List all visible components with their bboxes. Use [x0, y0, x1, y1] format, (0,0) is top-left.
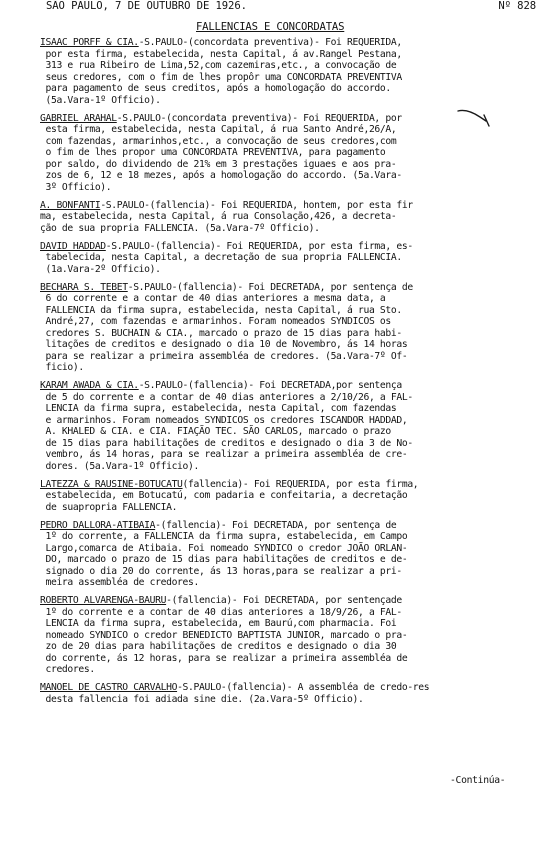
entry-roberto-alvarenga: [40, 595, 522, 676]
entry-party-name: MANOEL DE CASTRO CARVALHO: [40, 682, 178, 693]
entry-manoel-carvalho: [40, 682, 522, 705]
entry-party-name: ISAAC PORFF & CIA.: [40, 37, 139, 48]
entry-text: -S.PAULO-(fallencia)- Foi DECRETADA,por sentença de 5 do corrente e a contar de 40 dias anteriores a 2/10/26, a FAL- LENCIA da firma supra, estabelecida, nesta Capital, com fazendas e armarinhos. Foram nomeados SYNDICOS os credores ISCANDOR HADDAD, A. KHALED & CIA. e CIA. FIAÇÃO TEC. SÃO CARLOS, marcado o prazo de 15 dias para habilitações de creditos e designado o dia 3 de No- vembro, ás 14 horas, para se realizar a primeira assembléa de cre- dores. (5a.Vara-1º Officio).: [45, 380, 413, 472]
entry-text: -S.PAULO-(concordata preventiva)- Foi REQUERIDA, por esta firma, estabelecida, nesta Capital, á av.Rangel Pestana, 313 e rua Ribeiro de Lima,52,com cazemiras,etc., a convocação de seus credores, com o fim de lhes propôr uma CONCORDATA PREVENTIVA para pagamento de seus creditos, após a homologação do accordo. (5a.Vara-1º Officio).: [45, 37, 402, 106]
entry-pedro-dallora: [40, 520, 522, 589]
entry-party-name: A. BONFANTI: [40, 199, 101, 211]
entry-latezza-rausine: [40, 479, 522, 514]
entry-text: (fallencia)- Foi REQUERIDA, por esta firma, estabelecida, em Botucatú, com padaria e confeitaria, a decretação de suapropria FALLENCIA.: [45, 478, 419, 513]
entry-text: -S.PAULO-(concordata preventiva)- Foi REQUERIDA, por esta firma, estabelecida, nesta Capital, á rua Santo André,26/A, com fazendas, armarinhos,etc., a convocação de seus credores,com o fim de lhes propor uma CONCORDATA PREVENTIVA, para pagamento por saldo, do dividendo de 21% em 3 prestações iguaes e aos pra- zos de 6, 12 e 18 mezes, após a homologação do accordo. (5a.Vara- 3º Officio).: [45, 112, 402, 193]
entry-party-name: PEDRO DALLORA-ATIBAIA: [40, 519, 156, 531]
entry-gabriel-arahal: [40, 113, 522, 194]
continues-note: -Continúa-: [450, 775, 506, 786]
entry-text: -(fallencia)- Foi DECRETADA, por sentençade 1º do corrente e a contar de 40 dias anteriores a 18/9/26, a FAL- LENCIA da firma supra, estabelecida, em Baurú,com pharmacia. Foi nomeado SYNDICO o credor BENEDICTO BAPTISTA JUNIOR, marcado o pra- zo de 20 dias para habilitações de creditos e designado o dia 30 do corrente, ás 12 horas, para se realizar a primeira assembléa de credores.: [45, 595, 408, 675]
entry-bechara-tebet: [40, 282, 522, 374]
entry-karam-awada: [40, 380, 522, 472]
entry-text: -(fallencia)- Foi DECRETADA, por sentença de 1º do corrente, a FALLENCIA da firma supra, estabelecida, em Campo Largo,comarca de Atibaia. Foi nomeado SYNDICO o credor JOÃO ORLAN- DO, marcado o prazo de 15 dias para habilitações de creditos e de- signado o dia 20 do corrente, ás 13 horas,para se realizar a pri- meira assembléa de credores.: [45, 519, 408, 588]
entry-isaac-porff: [40, 37, 522, 106]
entry-party-name: DAVID HADDAD: [40, 240, 106, 252]
entry-text: -S.PAULO-(fallencia)- Foi REQUERIDA, por esta firma, es- tabelecida, nesta Capital, a decretação de sua propria FALLENCIA. (1a.Vara-2º Officio).: [45, 240, 413, 275]
entry-text: -S.PAULO-(fallencia)- A assembléa de credo-res desta fallencia foi adiada sine die. (2a.Vara-5º Officio).: [45, 682, 430, 705]
page-header: [46, 0, 536, 14]
issue-number: Nº 828: [498, 0, 536, 12]
section-title: FALLENCIAS E CONCORDATAS: [196, 21, 345, 33]
entry-party-name: ROBERTO ALVARENGA-BAURÚ: [40, 595, 167, 606]
entry-text: -S.PAULO-(fallencia)- Foi REQUERIDA, hontem, por esta fir ma, estabelecida, nesta Capital, á rua Consolação,426, a decreta- ção de sua propria FALLENCIA. (5a.Vara-7º Officio).: [40, 199, 413, 234]
entry-party-name: KARAM AWADA & CIA.: [40, 380, 139, 391]
header-date: SÃO PAULO, 7 DE OUTUBRO DE 1926.: [46, 0, 247, 12]
entry-party-name: LATEZZA & RAUSINE-BOTUCATÚ: [40, 478, 183, 490]
entry-party-name: GABRIEL ARAHAL: [40, 112, 117, 124]
entry-david-haddad: [40, 241, 522, 276]
entry-text: -S.PAULO-(fallencia)- Foi DECRETADA, por sentença de 6 do corrente e a contar de 40 dias anteriores a mesma data, a FALLENCIA da firma supra, estabelecida, nesta Capital, á rua Sto. André,27, com fazendas e armarinhos. Foram nomeados SYNDICOS os credores S. BUCHAIN & CIA., marcado o prazo de 15 dias para habi- litações de creditos e designado o dia 10 de Novembro, ás 14 horas para se realizar a primeira assembléa de credores. (5a.Vara-7º Of- ficio).: [45, 281, 413, 373]
entry-a-bonfanti: [40, 200, 522, 235]
entries-list: [40, 37, 522, 712]
entry-party-name: BECHARA S. TEBET: [40, 281, 128, 293]
